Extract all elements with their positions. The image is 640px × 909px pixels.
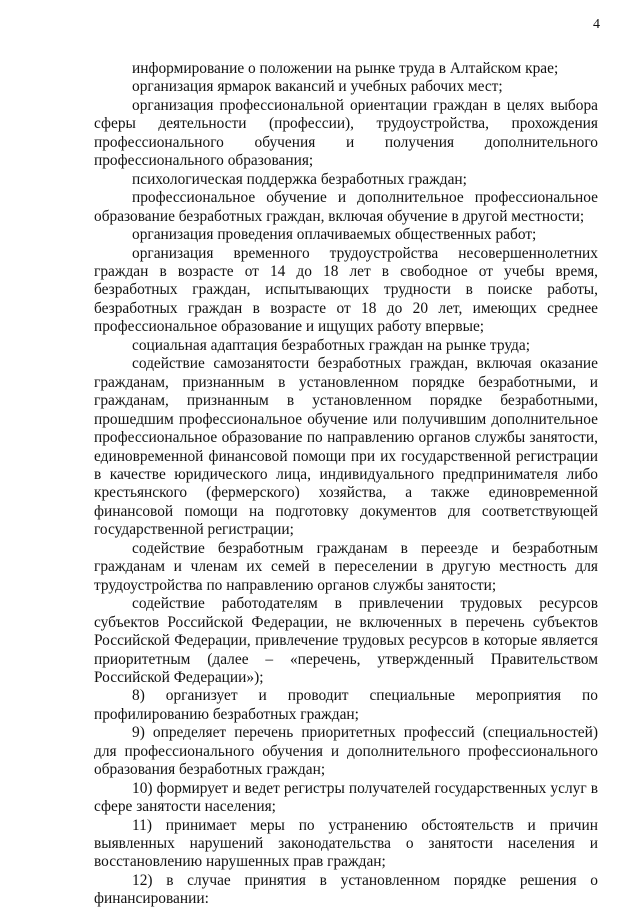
paragraph: информирование о положении на рынке труда в Алтайском крае; bbox=[132, 60, 559, 77]
paragraph: содействие работодателям в привлечении трудовых ресурсов субъектов Российской Федерации, не включенных в перечень субъектов Российской Федерации, привлечение трудовых ресурсов в которые является приоритетным (далее – «перечень, утвержденный Правительством Российской Федерации»); bbox=[94, 595, 598, 686]
paragraph: 8) организует и проводит специальные мероприятия по профилированию безработных граждан; bbox=[94, 687, 598, 723]
paragraph: 11) принимает меры по устранению обстоятельств и причин выявленных нарушений законодательства о занятости населения и восстановлению нарушенных прав граждан; bbox=[94, 816, 598, 871]
paragraph: содействие самозанятости безработных граждан, включая оказание гражданам, признанным в установленном порядке безработными, и гражданам, признанным в установленном порядке безработными, прошедшим профессиональное обучение или получившим дополнительное профессиональное образование по направлению органов службы занятости, единовременной финансовой помощи при их государственной регистрации в качестве юридического лица, индивидуального предпринимателя либо крестьянского (фермерского) хозяйства, а также единовременной финансовой помощи на подготовку документов для соответствующей государственной регистрации; bbox=[94, 355, 598, 539]
paragraph: организация профессиональной ориентации граждан в целях выбора сферы деятельности (профессии), трудоустройства, прохождения профессионального обучения и получения дополнительного профессионального образования; bbox=[94, 96, 598, 170]
paragraph: социальная адаптация безработных граждан на рынке труда; bbox=[132, 336, 530, 354]
paragraph: психологическая поддержка безработных граждан; bbox=[132, 170, 467, 188]
paragraph: содействие безработным гражданам в переезде и безработным гражданам и членам их семей в переселении в другую местность для трудоустройства по направлению органов службы занятости; bbox=[94, 539, 598, 594]
paragraph: 9) определяет перечень приоритетных профессий (специальностей) для профессионального обучения и дополнительного профессионального образования безработных граждан; bbox=[94, 724, 598, 779]
page-number: 4 bbox=[593, 17, 600, 32]
document-body bbox=[94, 60, 598, 909]
paragraph: 12) в случае принятия в установленном порядке решения о финансировании: bbox=[94, 871, 598, 908]
paragraph: 10) формирует и ведет регистры получателей государственных услуг в сфере занятости населения; bbox=[94, 779, 598, 816]
paragraph: организация ярмарок вакансий и учебных рабочих мест; bbox=[132, 78, 503, 96]
paragraph: профессиональное обучение и дополнительное профессиональное образование безработных граждан, включая обучение в другой местности; bbox=[94, 189, 598, 225]
paragraph: организация временного трудоустройства несовершеннолетних граждан в возрасте от 14 до 18 лет в свободное от учебы время, безработных граждан, испытывающих трудности в поиске работы, безработных граждан в возрасте от 18 до 20 лет, имеющих среднее профессиональное образование и ищущих работу впервые; bbox=[94, 244, 598, 336]
paragraph: организация проведения оплачиваемых общественных работ; bbox=[132, 226, 537, 244]
